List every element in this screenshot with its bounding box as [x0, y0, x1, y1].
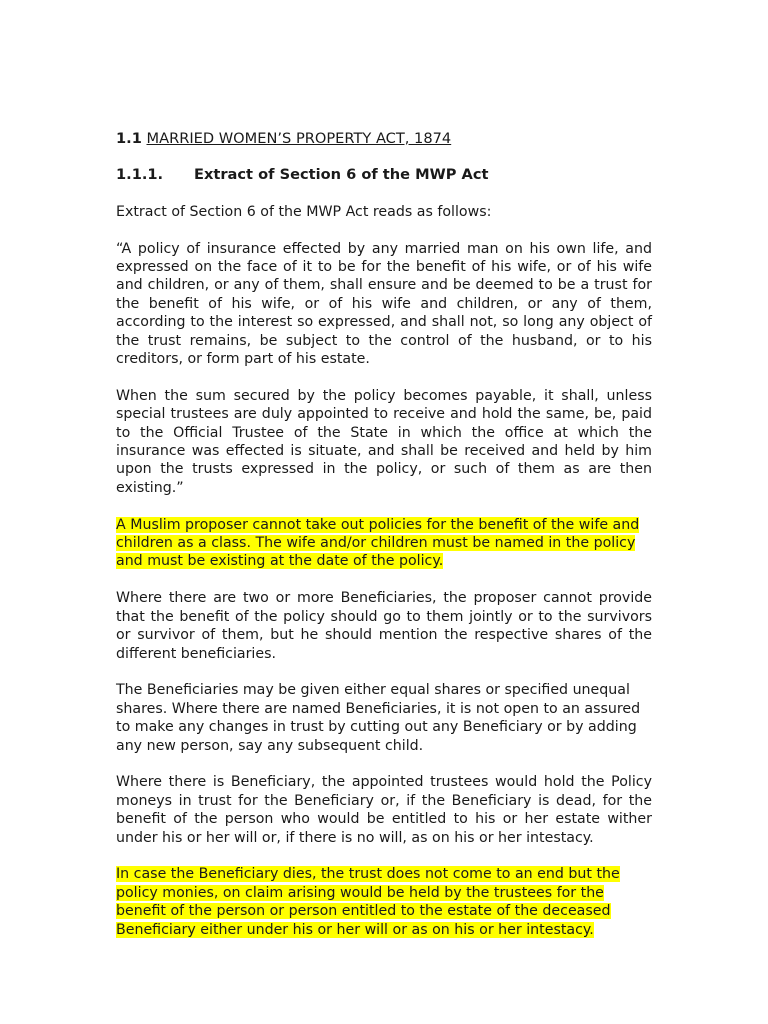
- document-page: [116, 130, 652, 957]
- muslim-proposer-paragraph: [116, 516, 652, 571]
- beneficiary-dies-paragraph: [116, 865, 652, 939]
- intro-paragraph: Extract of Section 6 of the MWP Act reads as follows:: [116, 203, 492, 220]
- highlighted-text: A Muslim proposer cannot take out policies for the benefit of the wife and children as a class. The wife and/or children must be named in the policy and must be existing at the date of the policy.: [116, 516, 640, 570]
- section-number: 1.1: [116, 130, 142, 147]
- two-beneficiaries-paragraph: Where there are two or more Beneficiaries, the proposer cannot provide that the benefit of the policy should go to them jointly or to the survivors or survivor of them, but he should mention the respective shares of the different beneficiaries.: [116, 590, 652, 662]
- shares-paragraph: The Beneficiaries may be given either equal shares or specified unequal shares. Where there are named Beneficiaries, it is not open to an assured to make any changes in trust by cutting out any Beneficiary or by adding any new person, say any subsequent child.: [116, 682, 641, 754]
- subsection-heading: [116, 166, 652, 184]
- subsection-number: 1.1.1.: [116, 166, 164, 184]
- trustees-hold-paragraph: Where there is Beneficiary, the appointed trustees would hold the Policy moneys in trust for the Beneficiary or, if the Beneficiary is dead, for the benefit of the person who would be entitled to his or her estate wither under his or her will or, if there is no will, as on his or her intestacy.: [116, 774, 652, 846]
- highlighted-text: In case the Beneficiary dies, the trust does not come to an end but the policy monies, on claim arising would be held by the trustees for the benefit of the person or person entitled to the estate of the deceased Beneficiary either under his or her will or as on his or her intestacy.: [116, 866, 620, 938]
- quote-paragraph-2: When the sum secured by the policy becomes payable, it shall, unless special trustees are duly appointed to receive and hold the same, be, paid to the Official Trustee of the State in which the office at which the insurance was effected is situate, and shall be received and held by him upon the trusts expressed in the policy, or such of them as are then existing.”: [116, 387, 652, 496]
- quote-paragraph-1: “A policy of insurance effected by any married man on his own life, and expressed on the face of it to be for the benefit of his wife, or of his wife and children, or any of them, shall ensure and be deemed to be a trust for the benefit of his wife, or of his wife and children, or any of them, according to the interest so expressed, and shall not, so long any object of the trust remains, be subject to the control of the husband, or to his creditors, or form part of his estate.: [116, 240, 652, 368]
- subsection-title: Extract of Section 6 of the MWP Act: [194, 166, 489, 184]
- section-heading: [116, 130, 652, 148]
- section-title: MARRIED WOMEN’S PROPERTY ACT, 1874: [146, 130, 452, 147]
